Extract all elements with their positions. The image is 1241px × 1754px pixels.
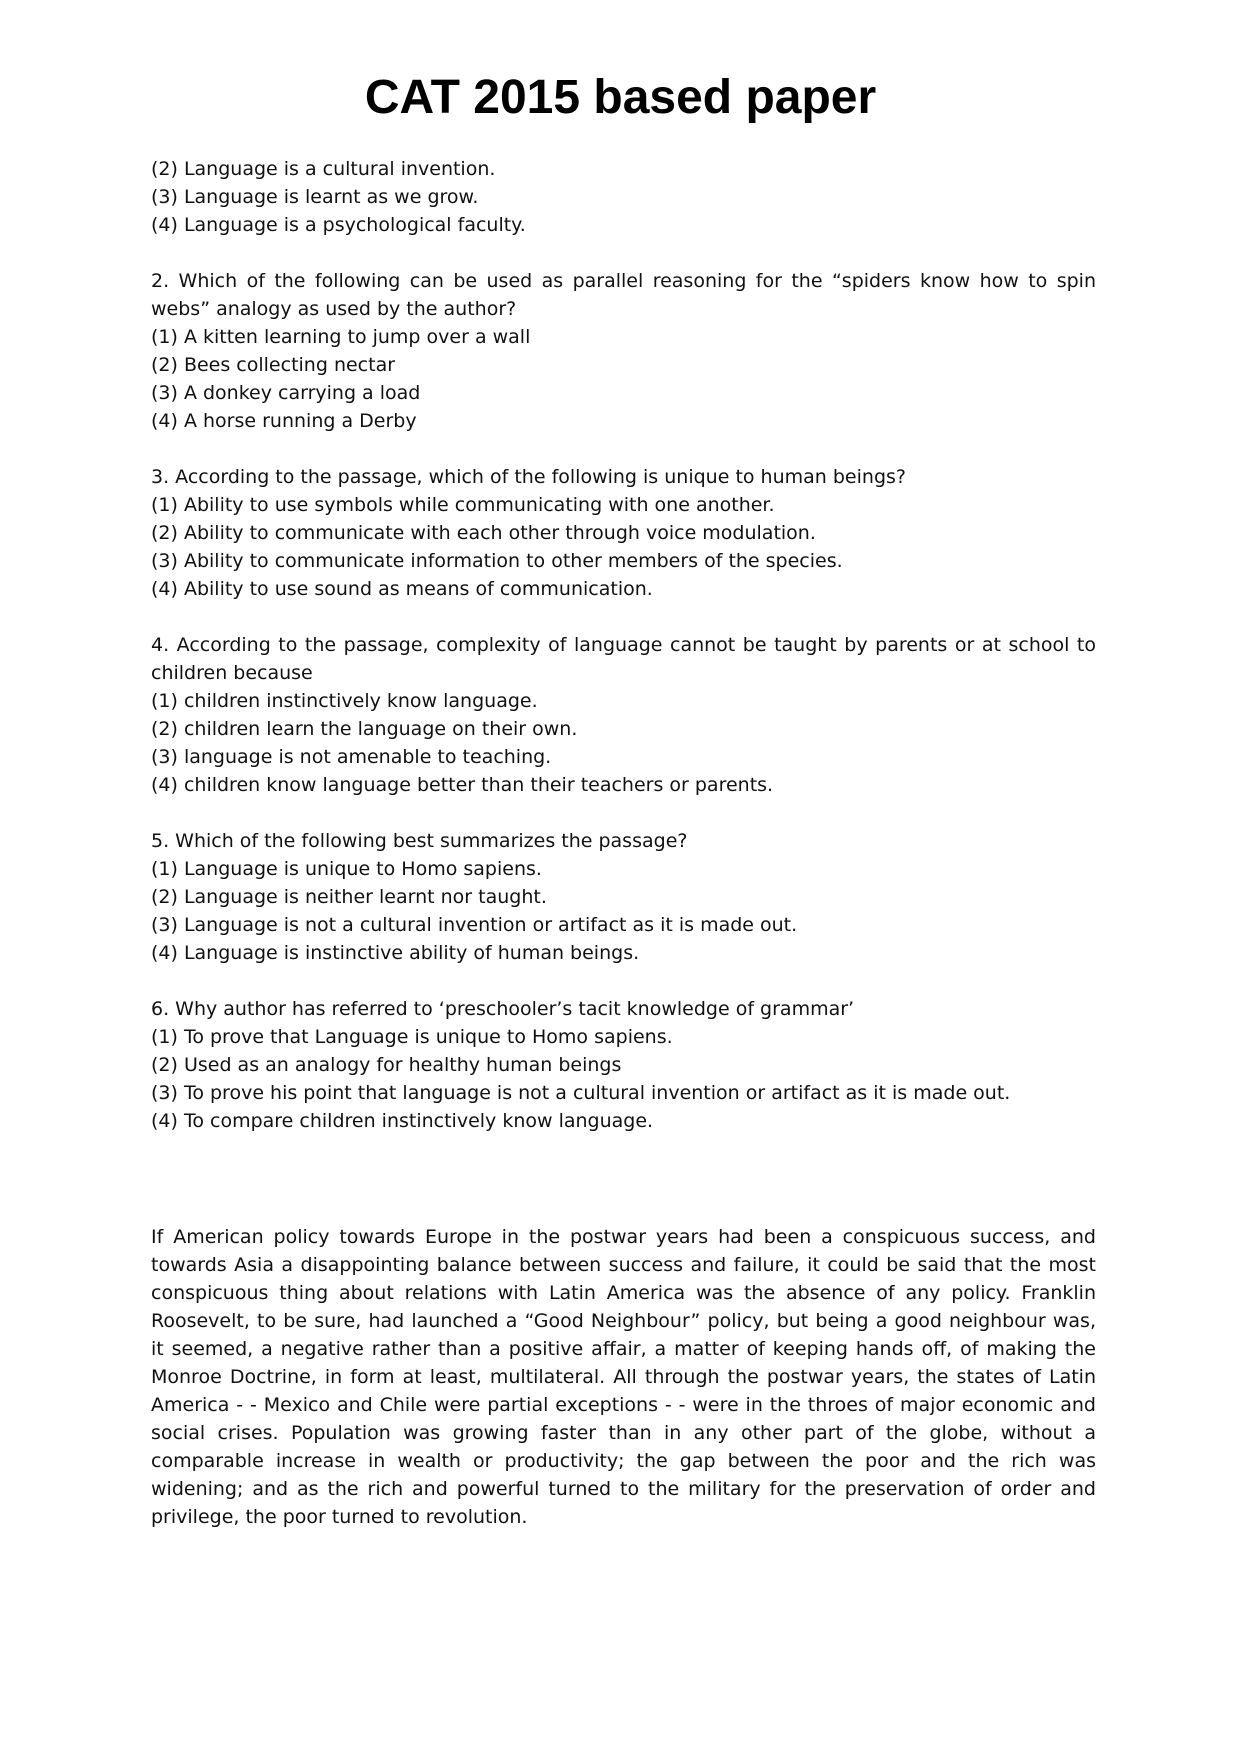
- question-3: [151, 463, 1096, 603]
- option-line: (4) children know language better than their teachers or parents.: [151, 774, 774, 796]
- option-line: (4) Ability to use sound as means of communication.: [151, 578, 653, 600]
- option-line: (4) Language is instinctive ability of human beings.: [151, 942, 640, 964]
- option-line: (2) Ability to communicate with each other through voice modulation.: [151, 522, 816, 544]
- question-5: [151, 827, 1096, 967]
- option-line: (3) Ability to communicate information to other members of the species.: [151, 550, 843, 572]
- option-line: (2) Language is neither learnt nor taught.: [151, 886, 547, 908]
- question-text: 3. According to the passage, which of the following is unique to human beings?: [151, 466, 906, 488]
- option-line: (4) A horse running a Derby: [151, 410, 417, 432]
- question-text: 6. Why author has referred to ‘preschooler’s tacit knowledge of grammar’: [151, 998, 855, 1020]
- option-line: (2) Bees collecting nectar: [151, 354, 396, 376]
- question-text: 2. Which of the following can be used as parallel reasoning for the “spiders know how to spin webs” analogy as used by the author?: [151, 270, 1096, 320]
- question-text: 4. According to the passage, complexity of language cannot be taught by parents or at school to children because: [151, 634, 1096, 684]
- question-text: 5. Which of the following best summarizes the passage?: [151, 830, 688, 852]
- option-line: (1) Language is unique to Homo sapiens.: [151, 858, 542, 880]
- question-6: [151, 995, 1096, 1135]
- page-title: CAT 2015 based paper: [364, 71, 877, 124]
- question-2: [151, 267, 1096, 435]
- option-line: (3) Language is not a cultural invention or artifact as it is made out.: [151, 914, 798, 936]
- questions-section: [151, 155, 1096, 1135]
- option-line: (1) Ability to use symbols while communicating with one another.: [151, 494, 775, 516]
- option-line: (3) A donkey carrying a load: [151, 382, 421, 404]
- option-line: (1) To prove that Language is unique to Homo sapiens.: [151, 1026, 673, 1048]
- option-line: (3) language is not amenable to teaching.: [151, 746, 552, 768]
- option-line: (4) Language is a psychological faculty.: [151, 214, 526, 236]
- option-line: (2) Language is a cultural invention.: [151, 158, 496, 180]
- continued-question: [151, 155, 1096, 239]
- reading-passage: If American policy towards Europe in the postwar years had been a conspicuous success, and towards Asia a disappointing balance between success and failure, it could be said that the most conspicuous thing about relations with Latin America was the absence of any policy. Franklin Roosevelt, to be sure, had launched a “Good Neighbour” policy, but being a good neighbour was, it seemed, a negative rather than a positive affair, a matter of keeping hands off, of making the Monroe Doctrine, in form at least, multilateral. All through the postwar years, the states of Latin America - - Mexico and Chile were partial exceptions - - were in the throes of major economic and social crises. Population was growing faster than in any other part of the globe, without a comparable increase in wealth or productivity; the gap between the poor and the rich was widening; and as the rich and powerful turned to the military for the preservation of order and privilege, the poor turned to revolution.: [151, 1226, 1096, 1528]
- option-line: (2) Used as an analogy for healthy human beings: [151, 1054, 622, 1076]
- option-line: (2) children learn the language on their own.: [151, 718, 578, 740]
- option-line: (1) children instinctively know language.: [151, 690, 538, 712]
- question-4: [151, 631, 1096, 799]
- option-line: (1) A kitten learning to jump over a wall: [151, 326, 531, 348]
- option-line: (3) Language is learnt as we grow.: [151, 186, 479, 208]
- option-line: (3) To prove his point that language is not a cultural invention or artifact as it is made out.: [151, 1082, 1011, 1104]
- option-line: (4) To compare children instinctively know language.: [151, 1110, 654, 1132]
